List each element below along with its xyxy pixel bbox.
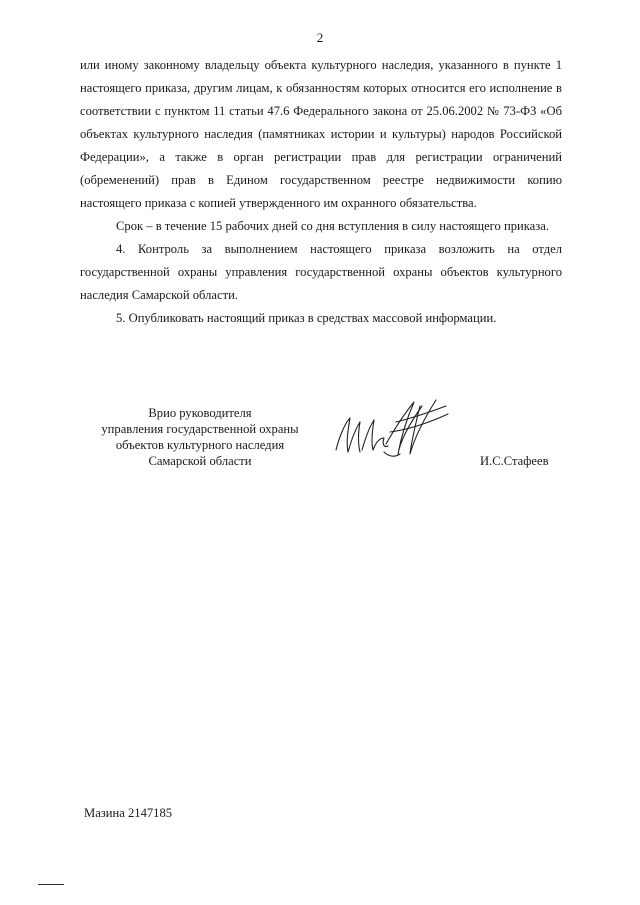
position-line: Врио руководителя <box>148 406 252 420</box>
paragraph-continuation: или иному законному владельцу объекта культурного наследия, указанного в пункте 1 настоящего приказа, другим лицам, к обязанностям которых относится его исполнение в соответствии с пунктом 11 статьи 47.6 Федерального закона от 25.06.2002 № 73-ФЗ «Об объектах культурного наследия (памятниках истории и культуры) народов Российской Федерации», а также в орган регистрации прав для регистрации ограничений (обременений) прав в Едином государственном реестре недвижимости копию настоящего приказа с копией утвержденного им охранного обязательства. <box>80 58 562 210</box>
paragraph-deadline: Срок – в течение 15 рабочих дней со дня вступления в силу настоящего приказа. <box>116 219 549 233</box>
signatory-position <box>80 405 320 469</box>
paragraph-item-4: 4. Контроль за выполнением настоящего приказа возложить на отдел государственной охраны управления государственной охраны объектов культурного наследия Самарской области. <box>80 242 562 302</box>
position-line: объектов культурного наследия <box>115 438 285 452</box>
paragraph-item-5: 5. Опубликовать настоящий приказ в средствах массовой информации. <box>116 311 497 325</box>
signer-name: И.С.Стафеев <box>480 454 549 468</box>
footer-line <box>38 884 64 885</box>
position-line: управления государственной охраны <box>101 422 299 436</box>
position-line: Самарской области <box>148 454 252 468</box>
page-number: 2 <box>316 30 324 45</box>
executor-info: Мазина 2147185 <box>84 806 173 820</box>
handwritten-signature <box>326 392 456 472</box>
document-body <box>80 54 562 330</box>
